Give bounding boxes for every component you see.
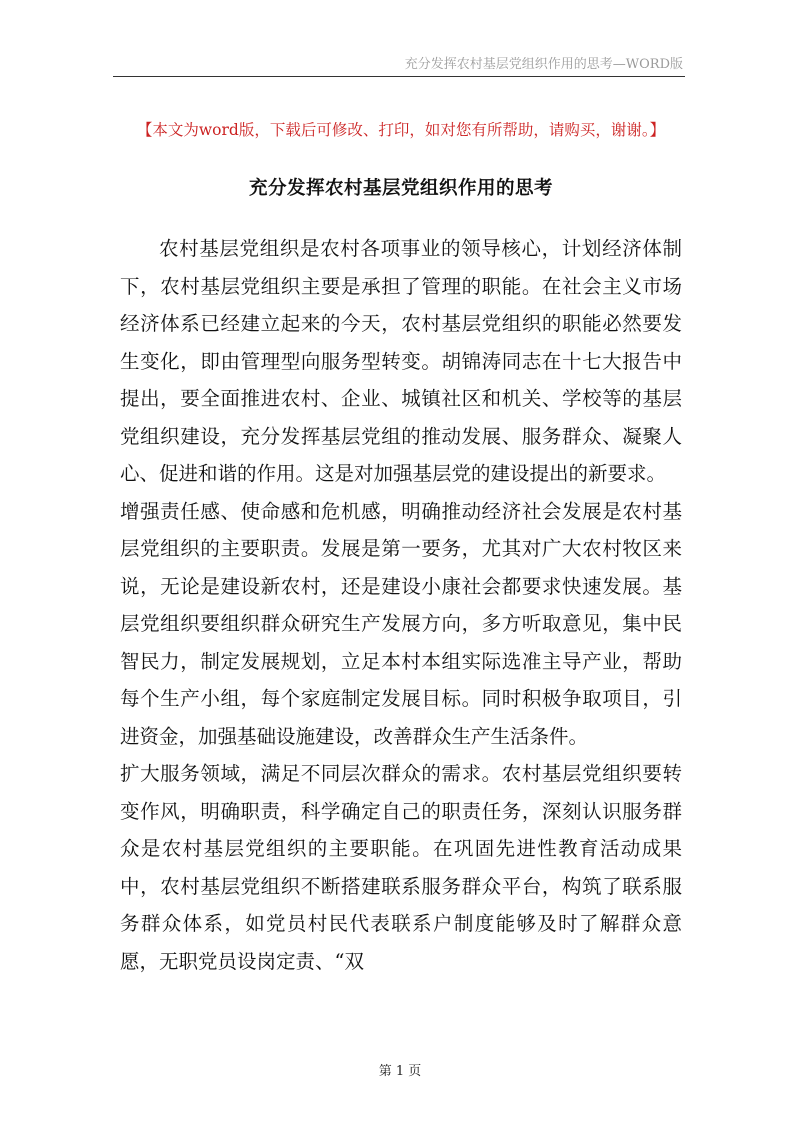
document-body bbox=[120, 230, 682, 980]
paragraph-responsibility: 增强责任感、使命感和危机感，明确推动经济社会发展是农村基层党组织的主要职责。发展是第一要务，尤其对广大农村牧区来说，无论是建设新农村，还是建设小康社会都要求快速发展。基层党组织要组织群众研究生产发展方向，多方听取意见，集中民智民力，制定发展规划，立足本村本组实际选准主导产业，帮助每个生产小组，每个家庭制定发展目标。同时积极争取项目，引进资金，加强基础设施建设，改善群众生产生活条件。 bbox=[120, 499, 682, 748]
paragraph-intro: 农村基层党组织是农村各项事业的领导核心，计划经济体制下，农村基层党组织主要是承担了管理的职能。在社会主义市场经济体系已经建立起来的今天，农村基层党组织的职能必然要发生变化，即由管理型向服务型转变。胡锦涛同志在十七大报告中提出，要全面推进农村、企业、城镇社区和机关、学校等的基层党组织建设，充分发挥基层党组的推动发展、服务群众、凝聚人心、促进和谐的作用。这是对加强基层党的建设提出的新要求。 bbox=[120, 237, 682, 485]
download-notice: 【本文为word版，下载后可修改、打印，如对您有所帮助，请购买，谢谢。】 bbox=[136, 121, 666, 139]
paragraph-service: 扩大服务领域，满足不同层次群众的需求。农村基层党组织要转变作风，明确职责，科学确定自己的职责任务，深刻认识服务群众是农村基层党组织的主要职能。在巩固先进性教育活动成果中，农村基层党组织不断搭建联系服务群众平台，构筑了联系服务群众体系，如党员村民代表联系户制度能够及时了解群众意愿，无职党员设岗定责、“双 bbox=[120, 762, 682, 973]
page-header bbox=[113, 50, 685, 77]
document-title: 充分发挥农村基层党组织作用的思考 bbox=[248, 178, 553, 199]
running-header-title: 充分发挥农村基层党组织作用的思考—WORD版 bbox=[404, 57, 683, 72]
page-number: 第 1 页 bbox=[378, 1064, 422, 1079]
